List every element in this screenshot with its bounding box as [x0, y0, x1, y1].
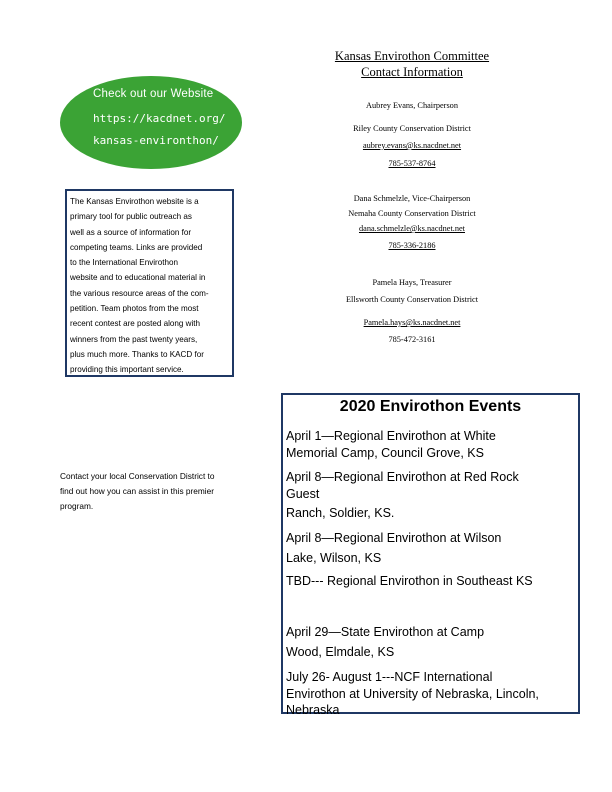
note-line: Contact your local Conservation District to [60, 471, 215, 481]
event-line: July 26- August 1---NCF International [286, 670, 493, 684]
website-description-box [65, 189, 234, 377]
description-line: well as a source of information for [70, 227, 192, 237]
event-item [286, 624, 576, 660]
event-line: Envirothon at University of Nebraska, Lincoln, [286, 686, 539, 701]
event-line: Wood, Elmdale, KS [286, 644, 395, 659]
event-line: Lake, Wilson, KS [286, 550, 382, 565]
contact-title-line2: Contact Information [361, 65, 463, 79]
treasurer-name: Pamela Hays, Treasurer [372, 278, 452, 287]
event-line: TBD--- Regional Envirothon in Southeast KS [286, 574, 533, 588]
event-line: Memorial Camp, Council Grove, KS [286, 445, 484, 460]
events-title: 2020 Envirothon Events [339, 398, 522, 415]
event-item [286, 428, 576, 461]
website-url-line2[interactable]: kansas-environthon/ [93, 134, 219, 147]
description-line: petition. Team photos from the most [70, 304, 199, 314]
description-line: to the International Envirothon [70, 258, 178, 268]
event-line: April 29—State Envirothon at Camp [286, 625, 485, 639]
description-line: the various resource areas of the com- [70, 288, 209, 298]
event-line: Ranch, Soldier, KS. [286, 506, 395, 520]
chair-phone: 785-537-8764 [388, 159, 436, 168]
event-line: Nebraska [286, 703, 340, 717]
event-item [286, 530, 576, 566]
contact-title [300, 48, 524, 80]
treasurer-phone: 785-472-3161 [388, 335, 436, 344]
website-callout [60, 76, 242, 169]
website-heading: Check out our Website [93, 88, 214, 100]
description-line: competing teams. Links are provided [70, 242, 203, 252]
vice-chair-email[interactable]: dana.schmelzle@ks.nacdnet.net [358, 224, 465, 233]
description-line: plus much more. Thanks to KACD for [70, 349, 204, 359]
note-line: find out how you can assist in this premier [60, 486, 215, 496]
event-line: April 1—Regional Envirothon at White [286, 429, 496, 443]
contact-title-line1: Kansas Envirothon Committee [334, 49, 490, 63]
treasurer-org: Ellsworth County Conservation District [345, 295, 479, 304]
chair-name: Aubrey Evans, Chairperson [366, 101, 458, 110]
description-line: The Kansas Envirothon website is a [70, 197, 199, 206]
note-line: program. [60, 501, 94, 511]
vice-chair-name: Dana Schmelzle, Vice-Chairperson [353, 194, 471, 203]
description-line: winners from the past twenty years, [70, 334, 198, 344]
event-line: April 8—Regional Envirothon at Red Rock [286, 470, 519, 484]
treasurer-email[interactable]: Pamela.hays@ks.nacdnet.net [363, 318, 461, 327]
website-url-line1[interactable]: https://kacdnet.org/ [93, 112, 226, 125]
event-line: Guest [286, 486, 320, 501]
event-line: April 8—Regional Envirothon at Wilson [286, 531, 502, 545]
conservation-district-note [60, 469, 242, 514]
event-item [286, 669, 576, 719]
vice-chair-phone: 785-336-2186 [388, 241, 436, 250]
description-line: providing this important service. [70, 365, 184, 375]
chair-org: Riley County Conservation District [353, 124, 471, 133]
event-item [286, 469, 576, 522]
description-line: primary tool for public outreach as [70, 212, 192, 222]
description-line: recent contest are posted along with [70, 319, 201, 329]
event-item [286, 573, 576, 590]
chair-email[interactable]: aubrey.evans@ks.nacdnet.net [362, 141, 462, 150]
description-line: website and to educational material in [70, 273, 206, 283]
vice-chair-org: Nemaha County Conservation District [348, 209, 476, 218]
